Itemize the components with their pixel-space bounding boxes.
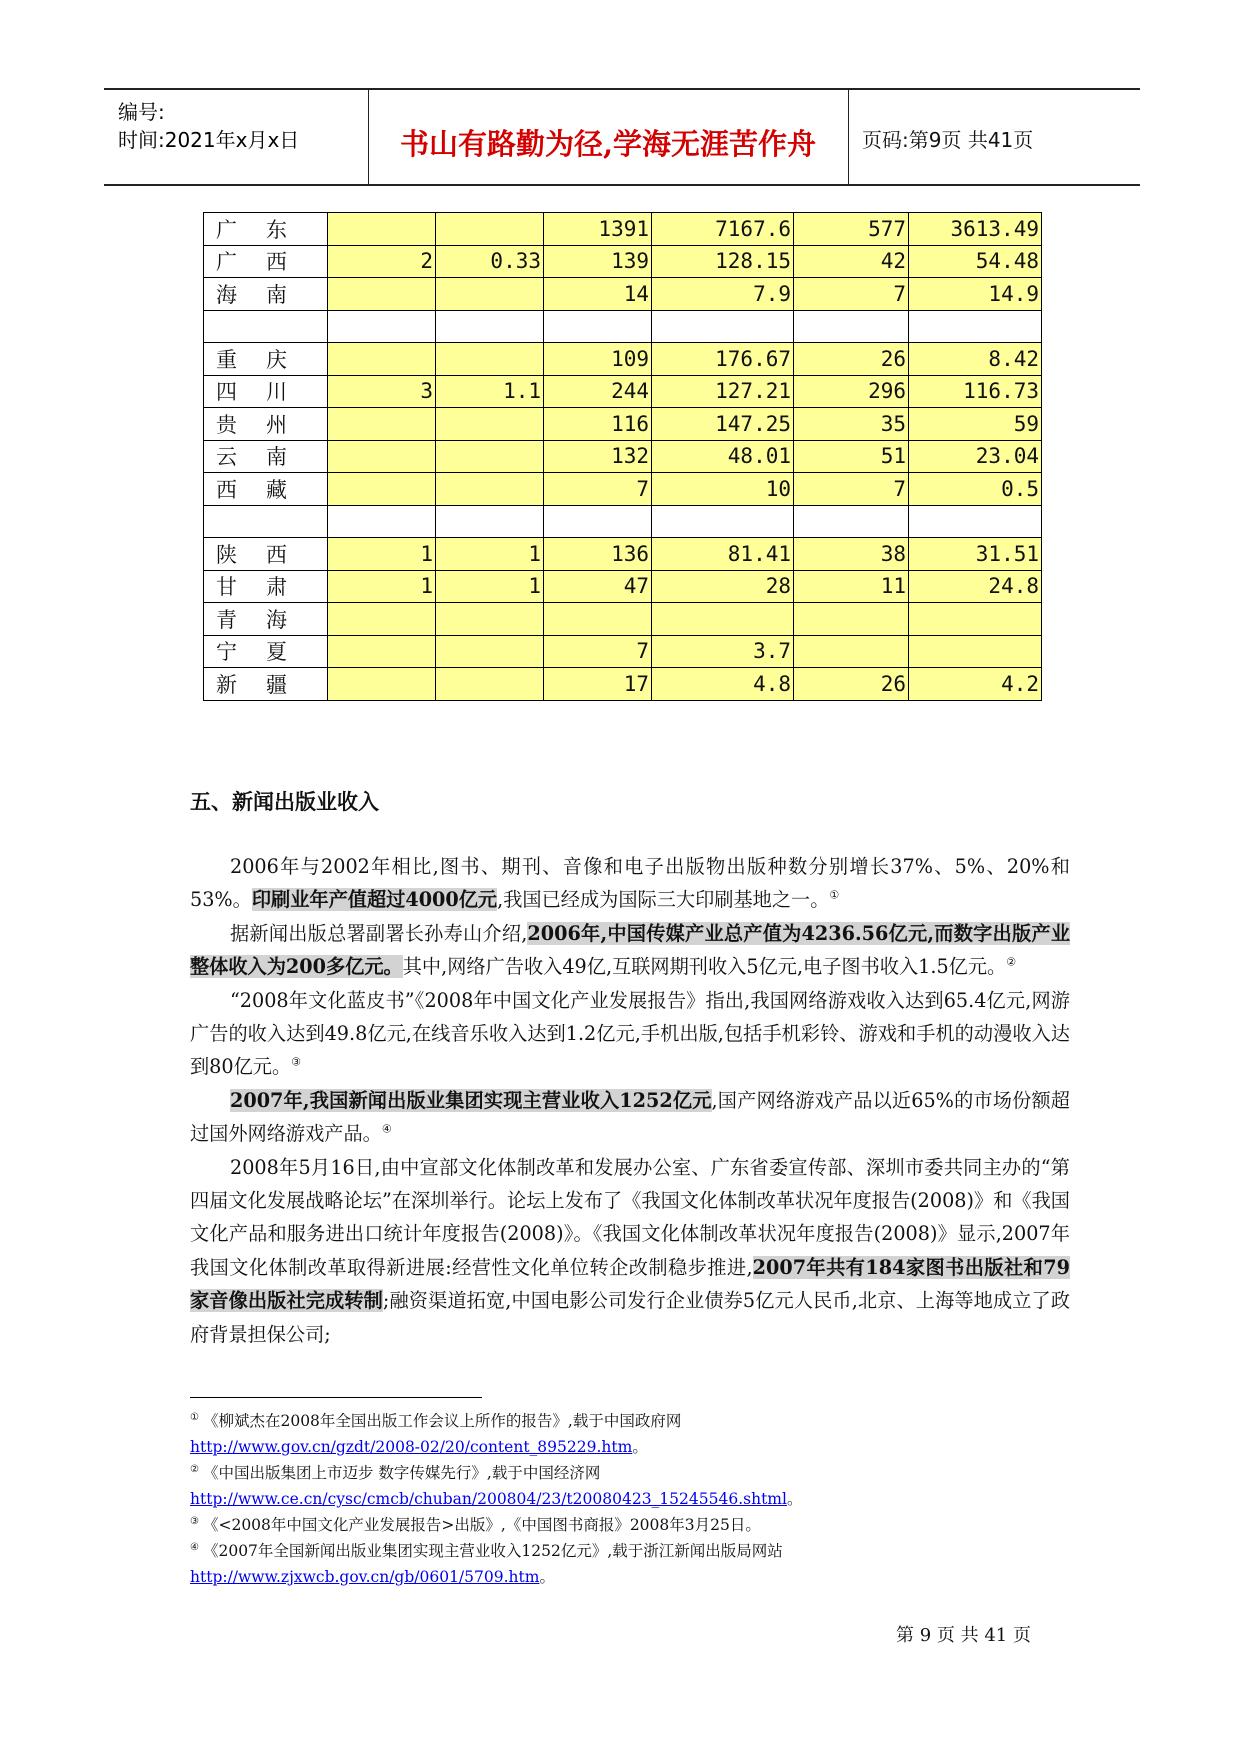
table-cell: 128.15: [652, 245, 794, 278]
table-cell: [436, 473, 544, 506]
region-name-cell: [204, 245, 328, 278]
table-cell: 3613.49: [909, 213, 1042, 246]
table-cell: 116: [544, 408, 652, 441]
table-cell: 59: [909, 408, 1042, 441]
table-cell: [328, 310, 436, 343]
table-cell: 11: [794, 570, 909, 603]
table-cell: 7: [544, 635, 652, 668]
table-cell: 1: [328, 570, 436, 603]
paragraph-1: [190, 850, 1070, 917]
region-name-char: 南: [266, 445, 287, 470]
region-name-char: 广: [216, 217, 237, 242]
table-cell: 48.01: [652, 440, 794, 473]
region-name-char: 东: [266, 217, 287, 242]
region-name-char: 肃: [266, 575, 287, 600]
region-name-cell: [204, 408, 328, 441]
region-name-cell: [204, 668, 328, 701]
table-cell: [909, 635, 1042, 668]
table-cell: 127.21: [652, 375, 794, 408]
table-cell: [652, 505, 794, 538]
table-cell: 176.67: [652, 343, 794, 376]
table-cell: 8.42: [909, 343, 1042, 376]
table-cell: 136: [544, 538, 652, 571]
table-cell: 10: [652, 473, 794, 506]
table-cell: [328, 343, 436, 376]
highlighted-text: 2007年共有184家图书出版社和79家音像出版社完成转制: [190, 1255, 1071, 1313]
table-cell: 1.1: [436, 375, 544, 408]
table-cell: [436, 668, 544, 701]
paragraph-4: [190, 1084, 1070, 1151]
footnote-text: 《2007年全国新闻出版业集团实现主营业收入1252亿元》,载于浙江新闻出版局网站: [202, 1542, 783, 1560]
region-name-char: 青: [216, 607, 237, 632]
table-row: [204, 213, 1042, 246]
footnote-text: 《<2008年中国文化产业发展报告>出版》,《中国图书商报》2008年3月25日。: [202, 1516, 761, 1534]
table-cell: 296: [794, 375, 909, 408]
table-cell: [436, 440, 544, 473]
region-name-char: 宁: [216, 640, 237, 665]
footnote-link[interactable]: http://www.ce.cn/cysc/cmcb/chuban/200804/23/t20080423_15245546.shtml: [190, 1490, 787, 1508]
region-name-cell: [204, 213, 328, 246]
footnote-ref[interactable]: ④: [381, 1122, 392, 1136]
region-name-char: 夏: [266, 640, 287, 665]
table-cell: [544, 310, 652, 343]
header-left-cell: [104, 90, 369, 184]
table-cell: [909, 603, 1042, 636]
region-name-cell: [204, 635, 328, 668]
region-name-char: 海: [266, 607, 287, 632]
body-text: [190, 850, 1070, 1351]
paragraph-text: ,我国已经成为国际三大印刷基地之一。: [497, 888, 830, 912]
table-row: [204, 668, 1042, 701]
highlighted-text: 2006年,中国传媒产业总产值为4236.56亿元,而数字出版产业整体收入为200多亿元。: [190, 921, 1071, 979]
table-cell: [328, 408, 436, 441]
footnote-text: 《中国出版集团上市迈步 数字传媒先行》,载于中国经济网: [202, 1464, 601, 1482]
table-cell: [328, 473, 436, 506]
table-cell: 35: [794, 408, 909, 441]
table-cell: 17: [544, 668, 652, 701]
table-cell: 51: [794, 440, 909, 473]
table-cell: 3.7: [652, 635, 794, 668]
table-cell: 244: [544, 375, 652, 408]
region-name-cell: [204, 538, 328, 571]
table-row: [204, 603, 1042, 636]
table-cell: [436, 505, 544, 538]
region-name-char: 西: [216, 477, 237, 502]
region-name-char: 疆: [266, 672, 287, 697]
region-name-char: 海: [216, 282, 237, 307]
table-cell: 1: [436, 570, 544, 603]
table-cell: 28: [652, 570, 794, 603]
region-name-cell: [204, 440, 328, 473]
table-cell: 139: [544, 245, 652, 278]
table-cell: [436, 603, 544, 636]
table-cell: [204, 505, 328, 538]
table-row: [204, 343, 1042, 376]
region-name-char: 南: [266, 282, 287, 307]
table-row: [204, 473, 1042, 506]
table-cell: [436, 343, 544, 376]
region-name-cell: [204, 570, 328, 603]
table-cell: 26: [794, 668, 909, 701]
footnote-separator: [190, 1397, 482, 1398]
table-cell: 7: [794, 278, 909, 311]
header-motto-cell: [368, 90, 849, 184]
footnote-ref[interactable]: ②: [1006, 955, 1017, 969]
paragraph-text: 其中,网络广告收入49亿,互联网期刊收入5亿元,电子图书收入1.5亿元。: [402, 955, 1007, 979]
region-statistics-table: [203, 212, 1042, 701]
document-number-label: 编号:: [118, 100, 165, 124]
table-spacer-row: [204, 505, 1042, 538]
paragraph-text: ,国产网络游戏产品以近65%的市场份额超过国外网络游戏产品。: [190, 1088, 1070, 1146]
region-name-char: 州: [266, 412, 287, 437]
table-cell: 0.5: [909, 473, 1042, 506]
table-cell: [794, 505, 909, 538]
table-row: [204, 408, 1042, 441]
table-cell: 4.8: [652, 668, 794, 701]
table-cell: 23.04: [909, 440, 1042, 473]
table-cell: 2: [328, 245, 436, 278]
footnote-4: [190, 1538, 1070, 1590]
region-name-cell: [204, 603, 328, 636]
table-cell: 7.9: [652, 278, 794, 311]
table-cell: 1: [436, 538, 544, 571]
table-row: [204, 278, 1042, 311]
region-name-char: 云: [216, 445, 237, 470]
table-row: [204, 635, 1042, 668]
table-cell: [794, 603, 909, 636]
table-cell: [794, 635, 909, 668]
paragraph-3: [190, 984, 1070, 1084]
region-name-char: 西: [266, 250, 287, 275]
page-footer: 第 9 页 共 41 页: [896, 1625, 1031, 1646]
table-cell: 26: [794, 343, 909, 376]
table-cell: 42: [794, 245, 909, 278]
footnote-3: [190, 1512, 1070, 1538]
table-row: [204, 570, 1042, 603]
footnote-mark: ③: [190, 1515, 199, 1527]
paragraph-text: 2006年与2002年相比,图书、期刊、音像和电子出版物出版种数分别增长37%、5%、20%和53%。: [190, 855, 1070, 912]
region-name-char: 庆: [266, 347, 287, 372]
table-cell: 54.48: [909, 245, 1042, 278]
table-cell: [328, 440, 436, 473]
table-row: [204, 245, 1042, 278]
header-page-cell: [848, 90, 1140, 184]
table-cell: 38: [794, 538, 909, 571]
footnote-mark: ②: [190, 1463, 199, 1475]
table-cell: [328, 278, 436, 311]
paragraph-2: [190, 917, 1070, 984]
table-cell: 147.25: [652, 408, 794, 441]
table-cell: [652, 603, 794, 636]
paragraph-text: 2008年5月16日,由中宣部文化体制改革和发展办公室、广东省委宣传部、深圳市委共同主办的“第四届文化发展战略论坛”在深圳举行。论坛上发布了《我国文化体制改革状况年度报告(2008)》和《我国文化产品和服务进出口统计年度报告(2008)》。《我国文化体制改革状况年度报告(2008)》显示,2007年我国文化体制改革取得新进展:经营性文化单位转企改制稳步推进,: [190, 1155, 1070, 1279]
footnote-mark: ①: [190, 1411, 199, 1423]
footnote-link[interactable]: http://www.zjxwcb.gov.cn/gb/0601/5709.htm: [190, 1568, 540, 1586]
table-cell: [544, 505, 652, 538]
table-cell: [436, 635, 544, 668]
paragraph-text: 据新闻出版总署副署长孙寿山介绍,: [230, 921, 528, 945]
table-cell: 81.41: [652, 538, 794, 571]
footnote-mark: ④: [190, 1541, 199, 1553]
table-cell: [204, 310, 328, 343]
region-name-cell: [204, 375, 328, 408]
table-cell: 132: [544, 440, 652, 473]
table-cell: 24.8: [909, 570, 1042, 603]
table-cell: [436, 278, 544, 311]
region-name-char: 西: [266, 542, 287, 567]
footnotes: [190, 1408, 1070, 1590]
table-cell: 109: [544, 343, 652, 376]
region-name-char: 贵: [216, 412, 237, 437]
paragraph-text: ;融资渠道拓宽,中国电影公司发行企业债券5亿元人民币,北京、上海等地成立了政府背景担保公司;: [190, 1289, 1071, 1346]
table-cell: 47: [544, 570, 652, 603]
page-header: [104, 88, 1140, 186]
table-cell: [328, 603, 436, 636]
footnote-text: 《柳斌杰在2008年全国出版工作会议上所作的报告》,载于中国政府网: [202, 1412, 682, 1430]
table-cell: 1391: [544, 213, 652, 246]
document-time-label: 时间:2021年x月x日: [118, 128, 300, 152]
table-cell: [436, 408, 544, 441]
table-cell: 1: [328, 538, 436, 571]
table-cell: [328, 668, 436, 701]
paragraph-5: [190, 1151, 1070, 1351]
footnote-end: 。: [539, 1568, 555, 1586]
section-title: 五、新闻出版业收入: [190, 790, 379, 814]
table-row: [204, 440, 1042, 473]
table-cell: [328, 635, 436, 668]
header-page-info: 页码:第9页 共41页: [862, 128, 1034, 152]
region-name-char: 四: [216, 380, 237, 405]
paragraph-text: “2008年文化蓝皮书”《2008年中国文化产业发展报告》指出,我国网络游戏收入达到65.4亿元,网游广告的收入达到49.8亿元,在线音乐收入达到1.2亿元,手机出版,包括手机彩铃、游戏和手机的动漫收入达到80亿元。: [190, 988, 1070, 1079]
footnote-end: 。: [632, 1438, 648, 1456]
footnote-2: [190, 1460, 1070, 1512]
table-spacer-row: [204, 310, 1042, 343]
table-cell: 0.33: [436, 245, 544, 278]
footnote-ref[interactable]: ①: [829, 889, 840, 903]
table-cell: 14: [544, 278, 652, 311]
region-name-char: 陕: [216, 542, 237, 567]
region-name-char: 甘: [216, 575, 237, 600]
footnote-1: [190, 1408, 1070, 1460]
table-cell: [544, 603, 652, 636]
table-cell: [436, 310, 544, 343]
table-row: [204, 538, 1042, 571]
table-cell: 577: [794, 213, 909, 246]
region-name-char: 藏: [266, 477, 287, 502]
table-cell: 7: [794, 473, 909, 506]
header-motto: 书山有路勤为径,学海无涯苦作舟: [399, 127, 817, 161]
region-name-char: 重: [216, 347, 237, 372]
table-cell: 31.51: [909, 538, 1042, 571]
table-cell: 14.9: [909, 278, 1042, 311]
table-cell: 3: [328, 375, 436, 408]
table-cell: 7: [544, 473, 652, 506]
table-cell: [652, 310, 794, 343]
highlighted-text: 2007年,我国新闻出版业集团实现主营业收入1252亿元: [230, 1088, 712, 1112]
table-row: [204, 375, 1042, 408]
region-name-cell: [204, 343, 328, 376]
table-cell: [436, 213, 544, 246]
table-cell: [909, 505, 1042, 538]
table-cell: 116.73: [909, 375, 1042, 408]
footnote-ref[interactable]: ③: [291, 1056, 302, 1070]
table-cell: 4.2: [909, 668, 1042, 701]
table-cell: [328, 213, 436, 246]
highlighted-text: 印刷业年产值超过4000亿元: [251, 888, 498, 912]
region-name-cell: [204, 278, 328, 311]
region-name-cell: [204, 473, 328, 506]
region-name-char: 广: [216, 250, 237, 275]
region-name-char: 川: [266, 380, 287, 405]
table-cell: 7167.6: [652, 213, 794, 246]
footnote-end: 。: [786, 1490, 803, 1508]
region-name-char: 新: [216, 672, 237, 697]
table-cell: [328, 505, 436, 538]
table-cell: [794, 310, 909, 343]
table-cell: [909, 310, 1042, 343]
footnote-link[interactable]: http://www.gov.cn/gzdt/2008-02/20/content_895229.htm: [190, 1438, 633, 1456]
